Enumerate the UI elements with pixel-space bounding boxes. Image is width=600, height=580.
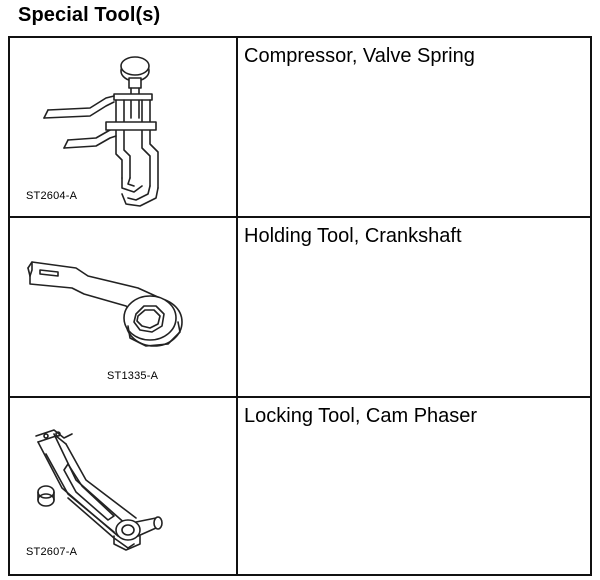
tool-code: ST2604-A bbox=[26, 190, 78, 202]
tool-code: ST1335-A bbox=[107, 370, 159, 382]
tool-illustration-cell bbox=[9, 37, 237, 217]
table-row bbox=[9, 397, 591, 575]
tool-illustration-cell bbox=[9, 397, 237, 575]
tool-illustration-cell bbox=[9, 217, 237, 397]
tool-description-cell bbox=[237, 397, 591, 575]
tool-code: ST2607-A bbox=[26, 546, 78, 558]
page-title: Special Tool(s) bbox=[18, 4, 161, 26]
tool-description-cell bbox=[237, 217, 591, 397]
valve-spring-compressor-icon bbox=[10, 38, 236, 214]
special-tools-table bbox=[8, 36, 592, 576]
table-row bbox=[9, 37, 591, 217]
tool-name: Holding Tool, Crankshaft bbox=[244, 225, 462, 247]
tool-name: Locking Tool, Cam Phaser bbox=[244, 405, 478, 427]
crankshaft-holding-tool-icon bbox=[10, 218, 236, 394]
tool-description-cell bbox=[237, 37, 591, 217]
tool-name: Compressor, Valve Spring bbox=[244, 45, 475, 67]
table-row bbox=[9, 217, 591, 397]
